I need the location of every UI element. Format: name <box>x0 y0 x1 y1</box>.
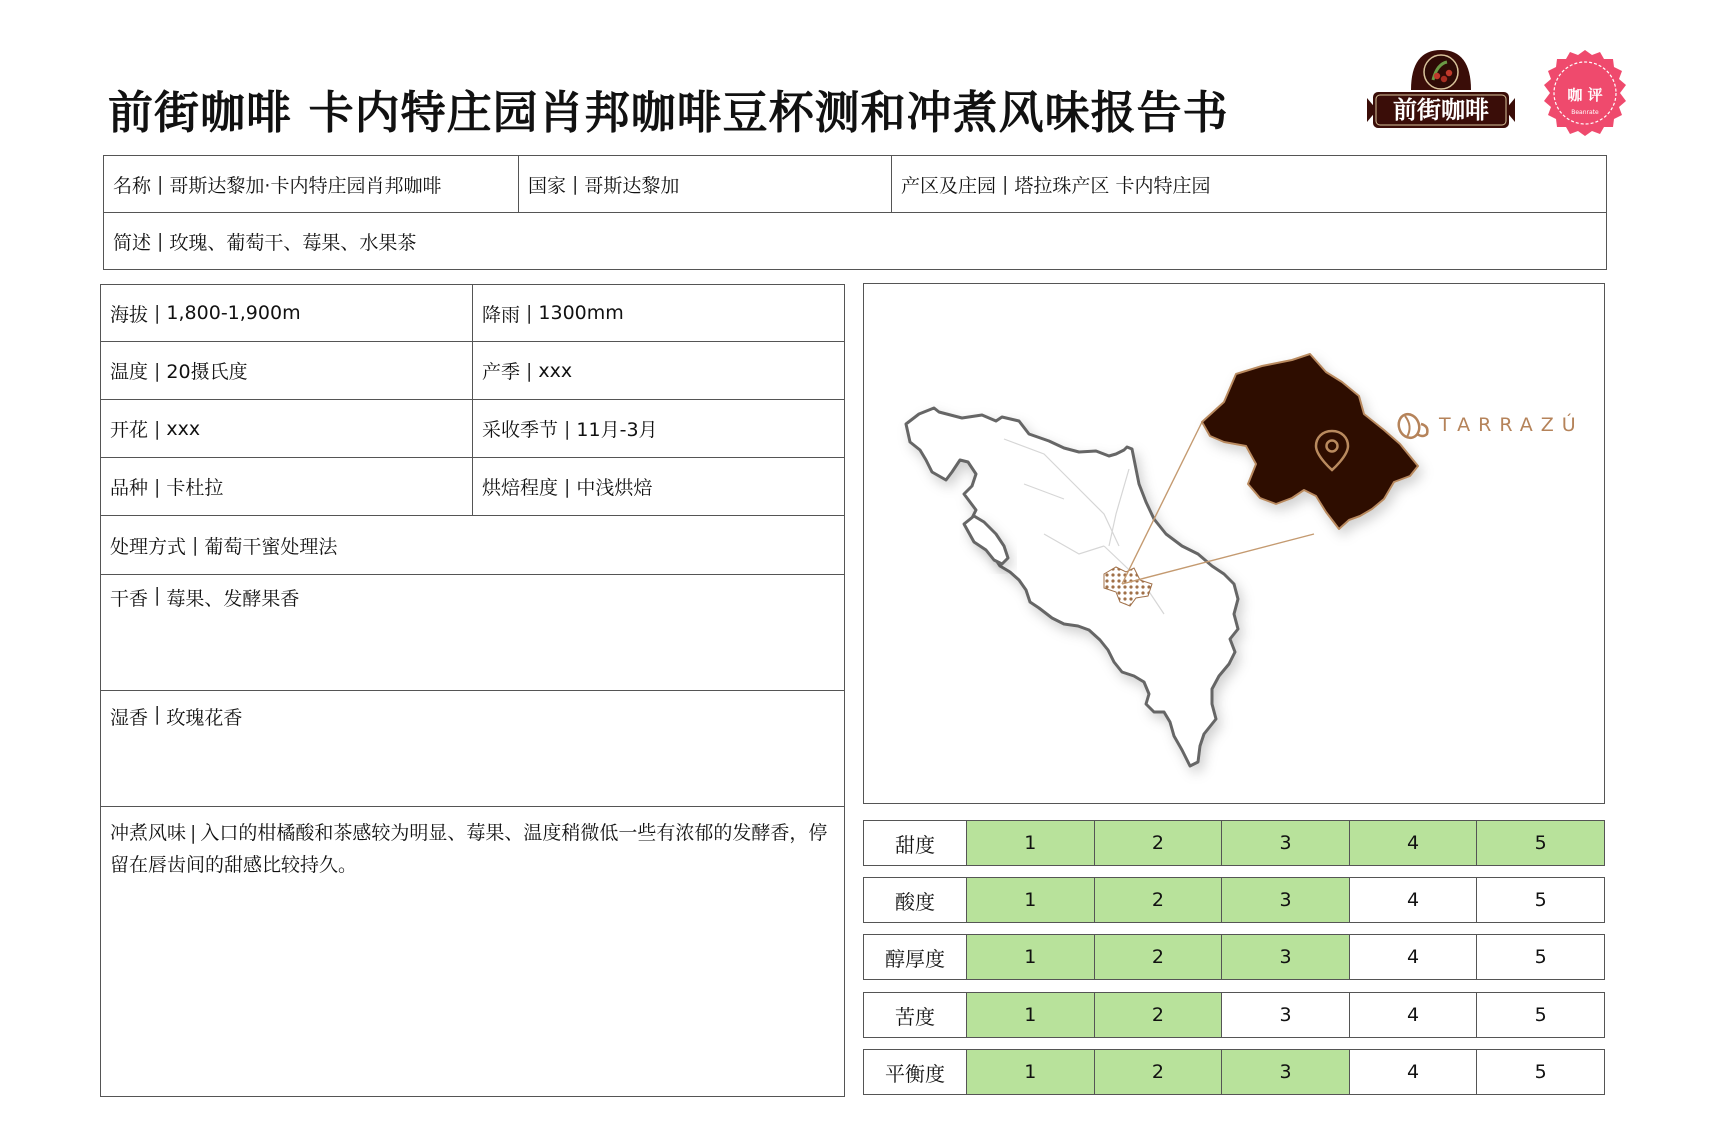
rating-score-cell: 4 <box>1350 878 1478 922</box>
harvest-label: 采收季节 <box>482 419 559 441</box>
process-value: 葡萄干蜜处理法 <box>204 535 338 558</box>
page-title: 前街咖啡 卡内特庄园肖邦咖啡豆杯测和冲煮风味报告书 <box>108 86 1229 139</box>
rating-score-cell: 1 <box>967 1050 1095 1094</box>
tarrazu-label: TARRAZÚ <box>1439 414 1584 436</box>
rating-score-cell: 1 <box>967 935 1095 979</box>
summary-value: 玫瑰、葡萄干、莓果、水果茶 <box>169 231 417 254</box>
temperature-cell: 温度 | 20摄氏度 <box>100 341 473 400</box>
tarrazu-region-large <box>1202 354 1418 529</box>
rating-score-cell: 4 <box>1350 821 1478 865</box>
rating-label: 醇厚度 <box>864 935 967 979</box>
flowering-value: xxx <box>166 417 201 440</box>
rating-score-cell: 1 <box>967 878 1095 922</box>
rating-label: 苦度 <box>864 993 967 1037</box>
altitude-cell: 海拔 | 1,800-1,900m <box>100 284 473 342</box>
altitude-value: 1,800-1,900m <box>166 302 301 324</box>
rating-score-cell: 5 <box>1534 1004 1547 1026</box>
rating-label: 酸度 <box>864 878 967 922</box>
seal-logo-text: 咖 评 <box>1567 86 1603 104</box>
brew-flavor-cell: 冲煮风味 | 入口的柑橘酸和茶感较为明显、莓果、温度稍微低一些有浓郁的发酵香，停留在唇齿间的甜感比较持久。 <box>100 806 845 1097</box>
variety-label: 品种 <box>110 477 149 499</box>
process-label: 处理方式 <box>110 535 187 558</box>
harvest-cell: 采收季节 | 11月-3月 <box>472 399 845 458</box>
rating-score-cell: 3 <box>1222 935 1350 979</box>
rating-label: 甜度 <box>864 821 967 865</box>
region-cell: 产区及庄园 | 塔拉珠产区 卡内特庄园 <box>891 155 1607 213</box>
rainfall-label: 降雨 <box>482 303 521 326</box>
season-cell: 产季 | xxx <box>472 341 845 400</box>
roast-cell: 烘焙程度 | 中浅烘焙 <box>472 457 845 516</box>
harvest-value: 11月-3月 <box>576 419 658 441</box>
roast-value: 中浅烘焙 <box>576 477 653 499</box>
name-value: 哥斯达黎加·卡内特庄园肖邦咖啡 <box>169 174 442 197</box>
roast-label: 烘焙程度 <box>482 477 559 499</box>
rating-label: 平衡度 <box>864 1050 967 1094</box>
rating-row <box>863 1049 1605 1095</box>
brew-flavor-label: 冲煮风味 <box>110 822 187 844</box>
brew-flavor-value: 入口的柑橘酸和茶感较为明显、莓果、温度稍微低一些有浓郁的发酵香，停留在唇齿间的甜感比较持久。 <box>110 822 828 876</box>
rating-score-cell: 4 <box>1350 935 1478 979</box>
flowering-cell: 开花 | xxx <box>100 399 473 458</box>
brand-logo-text: 前街咖啡 <box>1393 96 1489 124</box>
country-outline <box>906 408 1238 766</box>
summary-cell: 简述 | 玫瑰、葡萄干、莓果、水果茶 <box>103 212 1607 270</box>
rating-score-cell: 1 <box>967 993 1095 1037</box>
rating-score-cell: 2 <box>1095 935 1223 979</box>
rating-row <box>863 877 1605 923</box>
summary-label: 简述 <box>113 231 152 254</box>
country-cell: 国家 | 哥斯达黎加 <box>518 155 892 213</box>
temperature-value: 20摄氏度 <box>166 361 248 383</box>
rating-score-cell: 2 <box>1095 878 1223 922</box>
flowering-label: 开花 <box>110 419 149 441</box>
rainfall-cell: 降雨 | 1300mm <box>472 284 845 342</box>
wet-aroma-value: 玫瑰花香 <box>166 707 243 729</box>
rainfall-value: 1300mm <box>538 302 624 324</box>
wet-aroma-cell: 湿香 | 玫瑰花香 <box>100 690 845 807</box>
rating-score-cell: 5 <box>1534 946 1547 968</box>
tarrazu-brand <box>1397 410 1584 440</box>
temperature-label: 温度 <box>110 361 149 383</box>
rating-score-cell: 4 <box>1350 1050 1478 1094</box>
country-value: 哥斯达黎加 <box>584 174 680 197</box>
rating-score-cell: 5 <box>1477 821 1604 865</box>
dry-aroma-value: 莓果、发酵果香 <box>166 588 300 610</box>
season-value: xxx <box>538 359 573 382</box>
season-label: 产季 <box>482 361 521 383</box>
origin-map <box>863 283 1605 804</box>
rating-row <box>863 992 1605 1038</box>
altitude-label: 海拔 <box>110 303 149 326</box>
rating-score-cell: 5 <box>1534 1061 1547 1083</box>
name-label: 名称 <box>113 174 152 197</box>
rating-score-cell: 4 <box>1350 993 1478 1037</box>
rating-score-cell: 3 <box>1222 1050 1350 1094</box>
rating-row <box>863 820 1605 866</box>
dry-aroma-label: 干香 <box>110 588 149 610</box>
rating-score-cell: 2 <box>1095 1050 1223 1094</box>
rating-score-cell: 1 <box>967 821 1095 865</box>
rating-score-cell: 5 <box>1534 889 1547 911</box>
rating-score-cell: 2 <box>1095 993 1223 1037</box>
process-cell: 处理方式 | 葡萄干蜜处理法 <box>100 515 845 575</box>
rating-score-cell: 3 <box>1222 821 1350 865</box>
brand-logo <box>1367 46 1515 138</box>
rating-row <box>863 934 1605 980</box>
region-value: 塔拉珠产区 卡内特庄园 <box>1014 174 1211 197</box>
variety-cell: 品种 | 卡杜拉 <box>100 457 473 516</box>
name-cell: 名称 | 哥斯达黎加·卡内特庄园肖邦咖啡 <box>103 155 519 213</box>
rating-score-cell: 2 <box>1095 821 1223 865</box>
variety-value: 卡杜拉 <box>166 477 224 499</box>
seal-logo-small: Beanrate <box>1571 109 1599 116</box>
rating-score-cell: 3 <box>1222 878 1350 922</box>
wet-aroma-label: 湿香 <box>110 707 149 729</box>
coffee-bean-icon <box>1397 410 1431 440</box>
region-label: 产区及庄园 <box>901 174 997 197</box>
dry-aroma-cell: 干香 | 莓果、发酵果香 <box>100 574 845 691</box>
rating-score-cell: 3 <box>1222 993 1350 1037</box>
seal-logo <box>1540 48 1630 138</box>
country-label: 国家 <box>528 174 567 197</box>
